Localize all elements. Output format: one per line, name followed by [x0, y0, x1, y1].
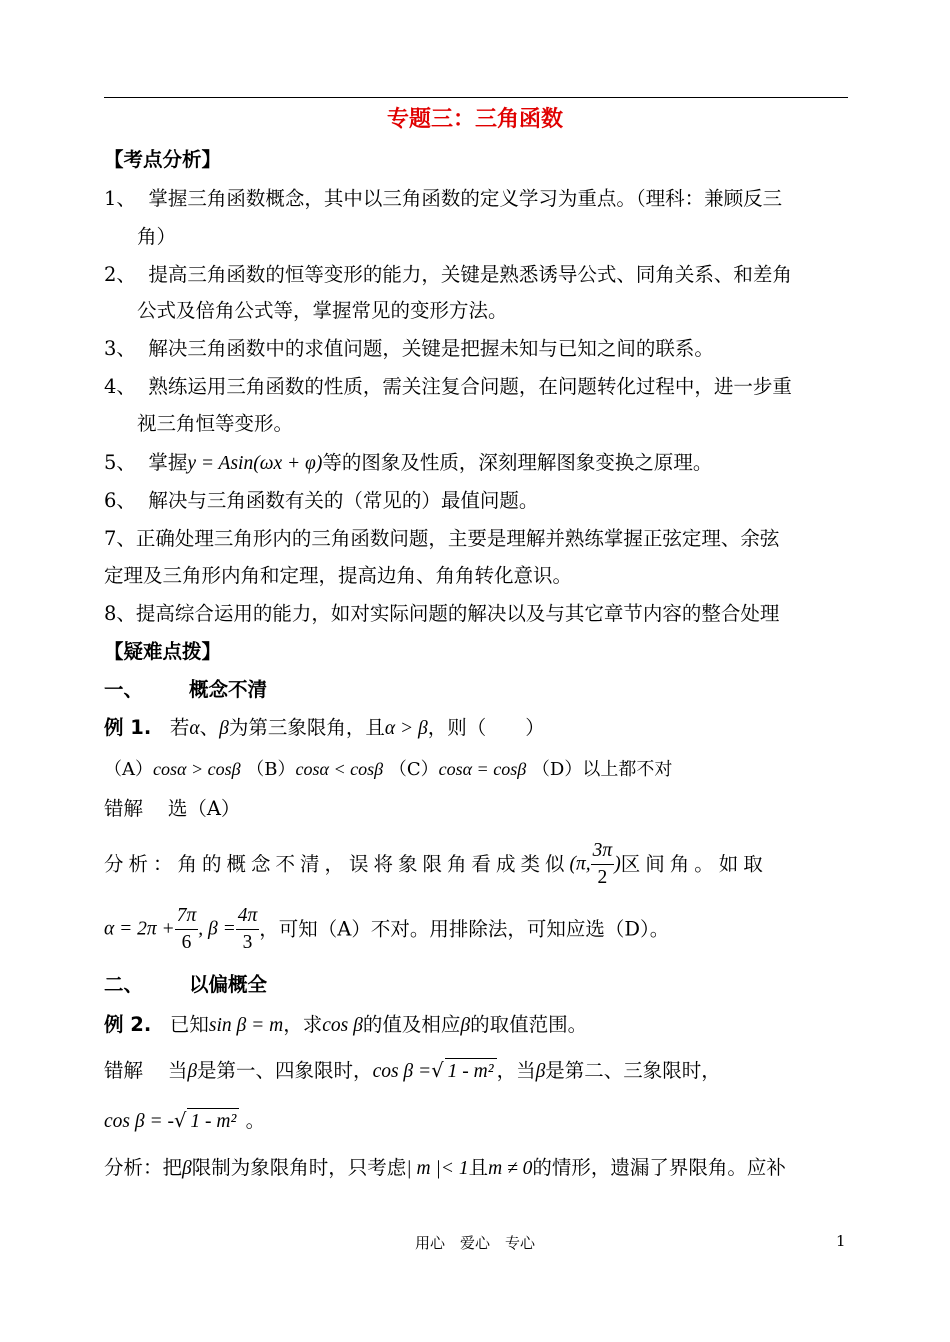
sqrt-expr: 1 - m² — [187, 1108, 239, 1135]
fraction: $\frac{3\pi}{2}$ — [592, 840, 613, 888]
page-number: 1 — [836, 1232, 846, 1250]
page-title: 专题三：三角函数 — [386, 107, 563, 132]
list-item: 6、 解决与三角函数有关的（常见的）最值问题。 — [104, 489, 539, 512]
analysis-1: 分析：角的概念不清，误将象限角看成类似(π, $\frac{3\pi}{2}$ )区间角。如取 — [104, 838, 850, 894]
page-footer: 用心 爱心 专心 — [414, 1234, 535, 1252]
list-item: 5、 掌握y = Asin(ωx + φ)等的图象及性质，深刻理解图象变换之原理。 — [104, 451, 713, 474]
example-1: 例 1. 若α、β为第三象限角，且α > β，则（ ） — [104, 716, 545, 739]
formula-sinusoid: y = Asin(ωx + φ) — [187, 453, 323, 474]
wrong-solution-2-cont: cos β = -√ 1 - m² 。 — [104, 1108, 850, 1135]
section-heading-analysis: 【考点分析】 — [104, 148, 222, 171]
subsection-heading: 一、 概念不清 — [104, 678, 268, 701]
fraction: $\frac{4\pi}{3}$ — [237, 905, 258, 953]
list-item-cont: 角） — [137, 225, 177, 248]
list-item: 3、 解决三角函数中的求值问题，关键是把握未知与已知之间的联系。 — [104, 337, 714, 360]
example-2: 例 2. 已知sin β = m，求cos β的值及相应β的取值范围。 — [104, 1013, 588, 1036]
list-item-cont: 视三角恒等变形。 — [137, 412, 294, 435]
analysis-2: 分析：把β限制为象限角时，只考虑| m |< 1且m ≠ 0的情形，遗漏了界限角。应补 — [104, 1156, 786, 1179]
list-item: 1、 掌握三角函数概念，其中以三角函数的定义学习为重点。（理科：兼顾反三 — [104, 187, 783, 210]
sqrt-expr: 1 - m² — [445, 1058, 497, 1085]
list-item: 2、 提高三角函数的恒等变形的能力，关键是熟悉诱导公式、同角关系、和差角 — [104, 263, 792, 286]
list-item: 8、提高综合运用的能力，如对实际问题的解决以及与其它章节内容的整合处理 — [104, 602, 780, 625]
list-item: 4、 熟练运用三角函数的性质，需关注复合问题，在问题转化过程中，进一步重 — [104, 375, 792, 398]
wrong-solution-2: 错解 当β是第一、四象限时，cos β =√ 1 - m² ，当β是第二、三象限时， — [104, 1058, 850, 1085]
header-rule — [104, 97, 848, 98]
list-item: 7、正确处理三角形内的三角函数问题，主要是理解并熟练掌握正弦定理、余弦 — [104, 527, 780, 550]
analysis-1-example: α = 2π + $\frac{7\pi}{6}$ , β = $\frac{4\pi}{3}$ ，可知（A）不对。用排除法，可知应选（D）。 — [104, 903, 850, 959]
list-item-cont: 定理及三角形内角和定理，提高边角、角角转化意识。 — [104, 564, 573, 587]
example-1-options: （A）cosα > cosβ （B）cosα < cosβ （C）cosα = cosβ （D）以上都不对 — [104, 759, 673, 780]
wrong-solution-1: 错解 选（A） — [104, 797, 241, 820]
list-item-cont: 公式及倍角公式等，掌握常见的变形方法。 — [137, 299, 508, 322]
fraction: $\frac{7\pi}{6}$ — [176, 905, 197, 953]
subsection-heading: 二、 以偏概全 — [104, 973, 268, 996]
section-heading-difficulties: 【疑难点拨】 — [104, 640, 222, 663]
